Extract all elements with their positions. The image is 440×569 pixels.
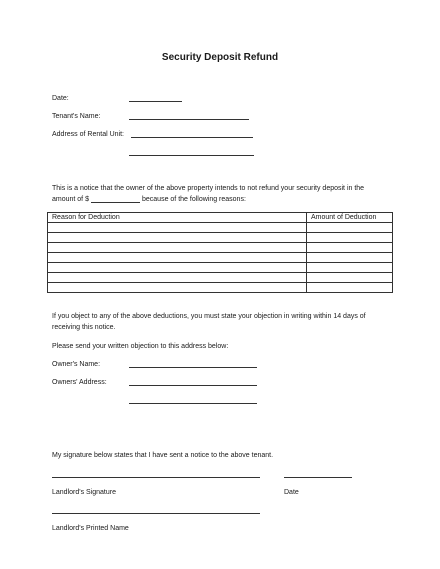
landlord-signature-label: Landlord's Signature bbox=[52, 489, 116, 496]
objection-text-line1: If you object to any of the above deductions, you must state your objection in writing within 14 days of bbox=[52, 313, 366, 320]
deposit-amount-field[interactable] bbox=[91, 202, 140, 203]
signature-date-label: Date bbox=[284, 489, 299, 496]
table-row bbox=[48, 233, 393, 243]
table-row bbox=[48, 243, 393, 253]
amount-column-header: Amount of Deduction bbox=[307, 213, 393, 223]
landlord-printed-name-field[interactable] bbox=[52, 513, 260, 514]
rental-address-field[interactable] bbox=[131, 137, 253, 138]
amount-cell[interactable] bbox=[307, 253, 393, 263]
owner-address-label: Owners' Address: bbox=[52, 379, 107, 386]
signature-date-field[interactable] bbox=[284, 477, 352, 478]
tenant-name-label: Tenant's Name: bbox=[52, 113, 101, 120]
date-field[interactable] bbox=[129, 101, 182, 102]
signature-statement: My signature below states that I have sent a notice to the above tenant. bbox=[52, 452, 274, 459]
landlord-printed-name-label: Landlord's Printed Name bbox=[52, 525, 129, 532]
table-row bbox=[48, 253, 393, 263]
rental-address-field-line2[interactable] bbox=[129, 155, 254, 156]
amount-cell[interactable] bbox=[307, 243, 393, 253]
reason-cell[interactable] bbox=[48, 273, 307, 283]
amount-cell[interactable] bbox=[307, 263, 393, 273]
deduction-table bbox=[47, 212, 393, 293]
table-row bbox=[48, 273, 393, 283]
notice-amount-suffix: because of the following reasons: bbox=[142, 196, 246, 203]
notice-text-line1: This is a notice that the owner of the above property intends to not refund your security deposit in the bbox=[52, 185, 365, 192]
reason-column-header: Reason for Deduction bbox=[48, 213, 307, 223]
amount-cell[interactable] bbox=[307, 233, 393, 243]
table-row bbox=[48, 283, 393, 293]
send-objection-text: Please send your written objection to this address below: bbox=[52, 343, 229, 350]
reason-cell[interactable] bbox=[48, 253, 307, 263]
amount-cell[interactable] bbox=[307, 223, 393, 233]
owner-name-field[interactable] bbox=[129, 367, 257, 368]
table-row bbox=[48, 223, 393, 233]
amount-cell[interactable] bbox=[307, 283, 393, 293]
objection-text-line2: receiving this notice. bbox=[52, 324, 116, 331]
reason-cell[interactable] bbox=[48, 223, 307, 233]
owner-address-field-line2[interactable] bbox=[129, 403, 257, 404]
owner-address-field[interactable] bbox=[129, 385, 257, 386]
reason-cell[interactable] bbox=[48, 283, 307, 293]
landlord-signature-field[interactable] bbox=[52, 477, 260, 478]
reason-cell[interactable] bbox=[48, 233, 307, 243]
rental-address-label: Address of Rental Unit: bbox=[52, 131, 124, 138]
reason-cell[interactable] bbox=[48, 243, 307, 253]
reason-cell[interactable] bbox=[48, 263, 307, 273]
owner-name-label: Owner's Name: bbox=[52, 361, 101, 368]
tenant-name-field[interactable] bbox=[129, 119, 249, 120]
amount-cell[interactable] bbox=[307, 273, 393, 283]
table-row bbox=[48, 263, 393, 273]
date-label: Date: bbox=[52, 95, 69, 102]
notice-amount-prefix: amount of $ bbox=[52, 196, 89, 203]
table-header-row bbox=[48, 213, 393, 223]
page-title: Security Deposit Refund bbox=[161, 52, 279, 63]
